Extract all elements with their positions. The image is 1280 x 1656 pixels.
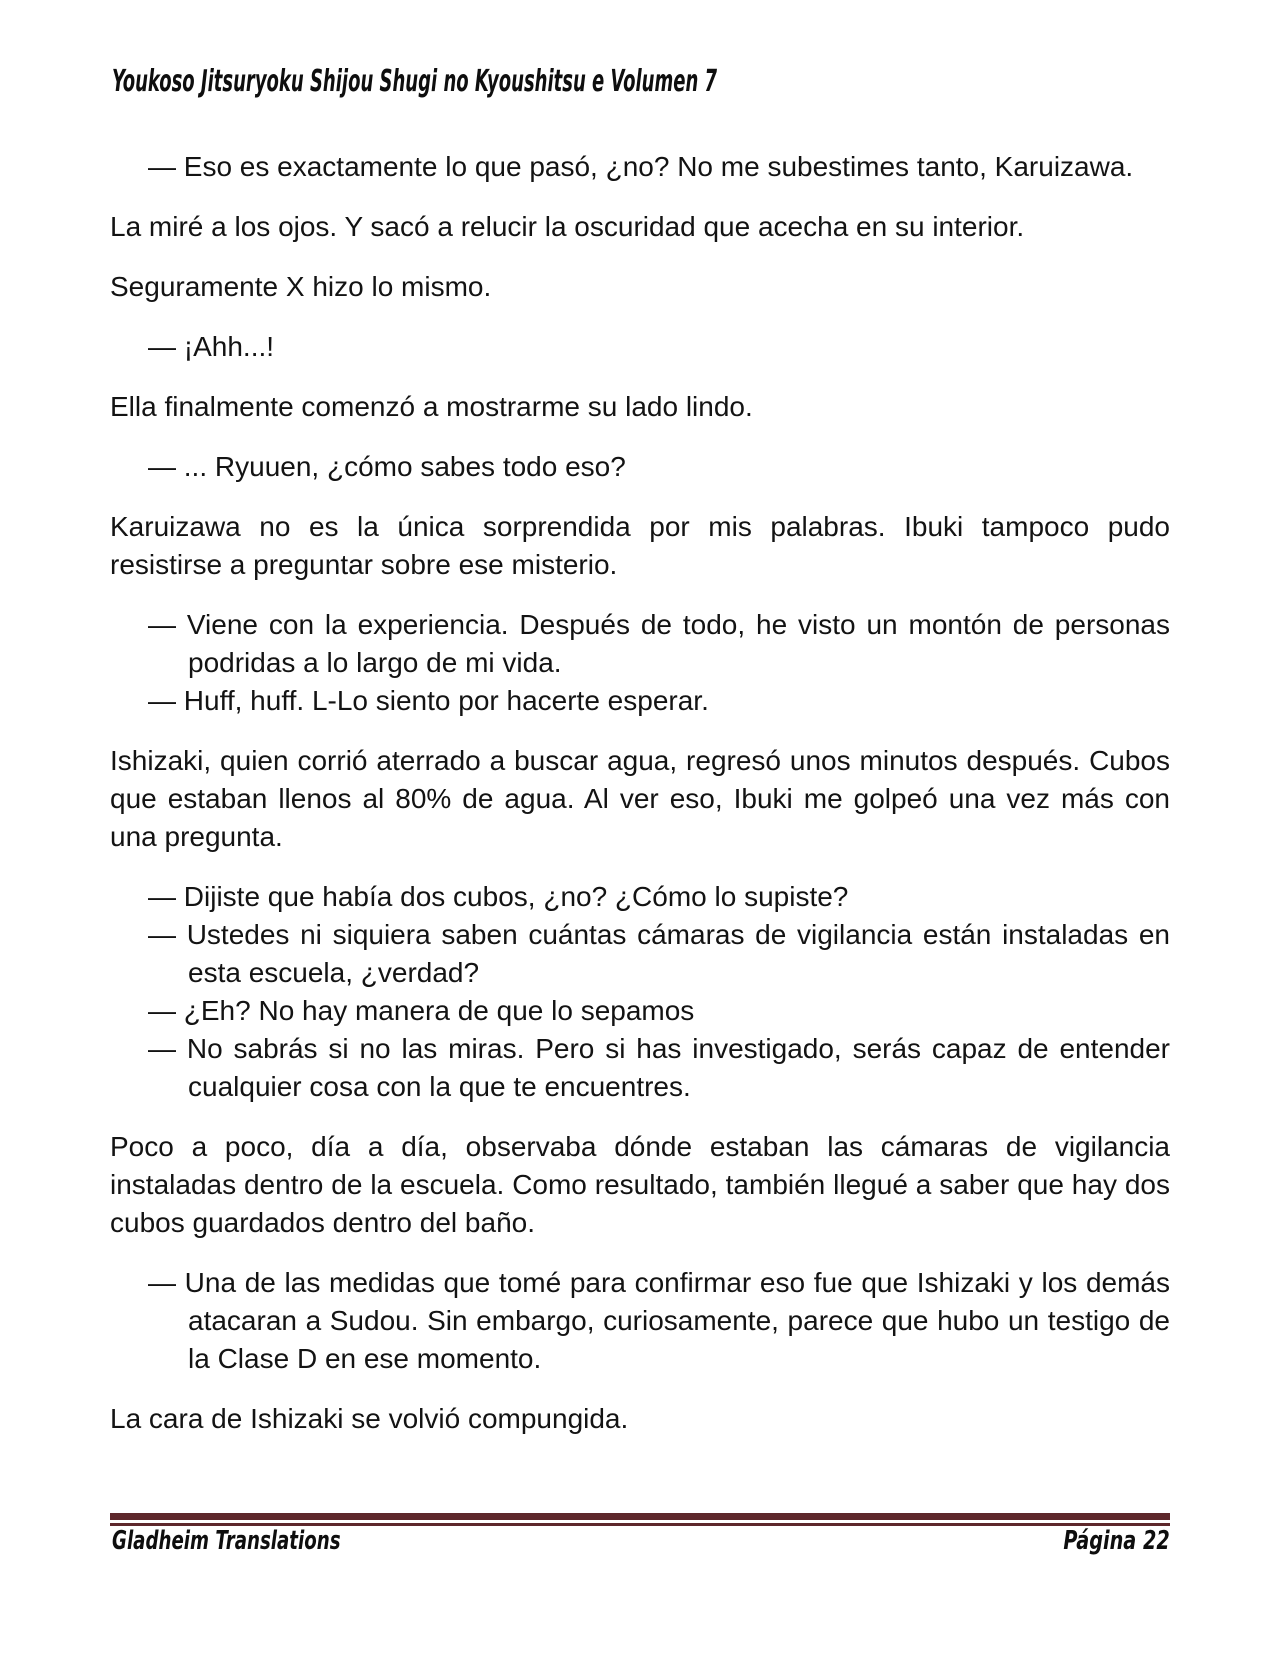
paragraph-dialogue: — Huff, huff. L-Lo siento por hacerte esperar.	[148, 685, 709, 716]
footer-page-number: Página 22	[1063, 1526, 1170, 1556]
paragraph-narration: Ishizaki, quien corrió aterrado a buscar agua, regresó unos minutos después. Cubos que estaban llenos al 80% de agua. Al ver eso, Ibuki me golpeó una vez más con una pregunta.	[110, 745, 1170, 852]
paragraph-dialogue: — Una de las medidas que tomé para confirmar eso fue que Ishizaki y los demás atacaran a Sudou. Sin embargo, curiosamente, parece que hubo un testigo de la Clase D en ese momento.	[148, 1267, 1170, 1374]
footer-translator-credit: Gladheim Translations	[112, 1526, 341, 1556]
paragraph-dialogue: — Eso es exactamente lo que pasó, ¿no? No me subestimes tanto, Karuizawa.	[148, 151, 1134, 182]
footer-divider	[110, 1513, 1170, 1526]
paragraph-narration: Karuizawa no es la única sorprendida por mis palabras. Ibuki tampoco pudo resistirse a preguntar sobre ese misterio.	[110, 511, 1170, 580]
paragraph-narration: La cara de Ishizaki se volvió compungida.	[110, 1403, 629, 1434]
page-header-title: Youkoso Jitsuryoku Shijou Shugi no Kyoushitsu e Volumen 7	[112, 64, 718, 99]
paragraph-dialogue: — ¿Eh? No hay manera de que lo sepamos	[148, 995, 695, 1026]
page-body	[110, 148, 1170, 1460]
paragraph-dialogue: — Viene con la experiencia. Después de todo, he visto un montón de personas podridas a lo largo de mi vida.	[148, 609, 1170, 678]
paragraph-narration: La miré a los ojos. Y sacó a relucir la oscuridad que acecha en su interior.	[110, 211, 1025, 242]
paragraph-narration: Seguramente X hizo lo mismo.	[110, 271, 492, 302]
paragraph-narration: Ella finalmente comenzó a mostrarme su lado lindo.	[110, 391, 753, 422]
footer-divider-thick-line	[110, 1513, 1170, 1520]
paragraph-dialogue: — ¡Ahh...!	[148, 331, 275, 362]
paragraph-dialogue: — ... Ryuuen, ¿cómo sabes todo eso?	[148, 451, 626, 482]
paragraph-narration: Poco a poco, día a día, observaba dónde estaban las cámaras de vigilancia instaladas dentro de la escuela. Como resultado, también llegué a saber que hay dos cubos guardados dentro del baño.	[110, 1131, 1170, 1238]
paragraph-dialogue: — No sabrás si no las miras. Pero si has investigado, serás capaz de entender cualquier cosa con la que te encuentres.	[148, 1033, 1170, 1102]
paragraph-dialogue: — Ustedes ni siquiera saben cuántas cámaras de vigilancia están instaladas en esta escuela, ¿verdad?	[148, 919, 1170, 988]
paragraph-dialogue: — Dijiste que había dos cubos, ¿no? ¿Cómo lo supiste?	[148, 881, 849, 912]
